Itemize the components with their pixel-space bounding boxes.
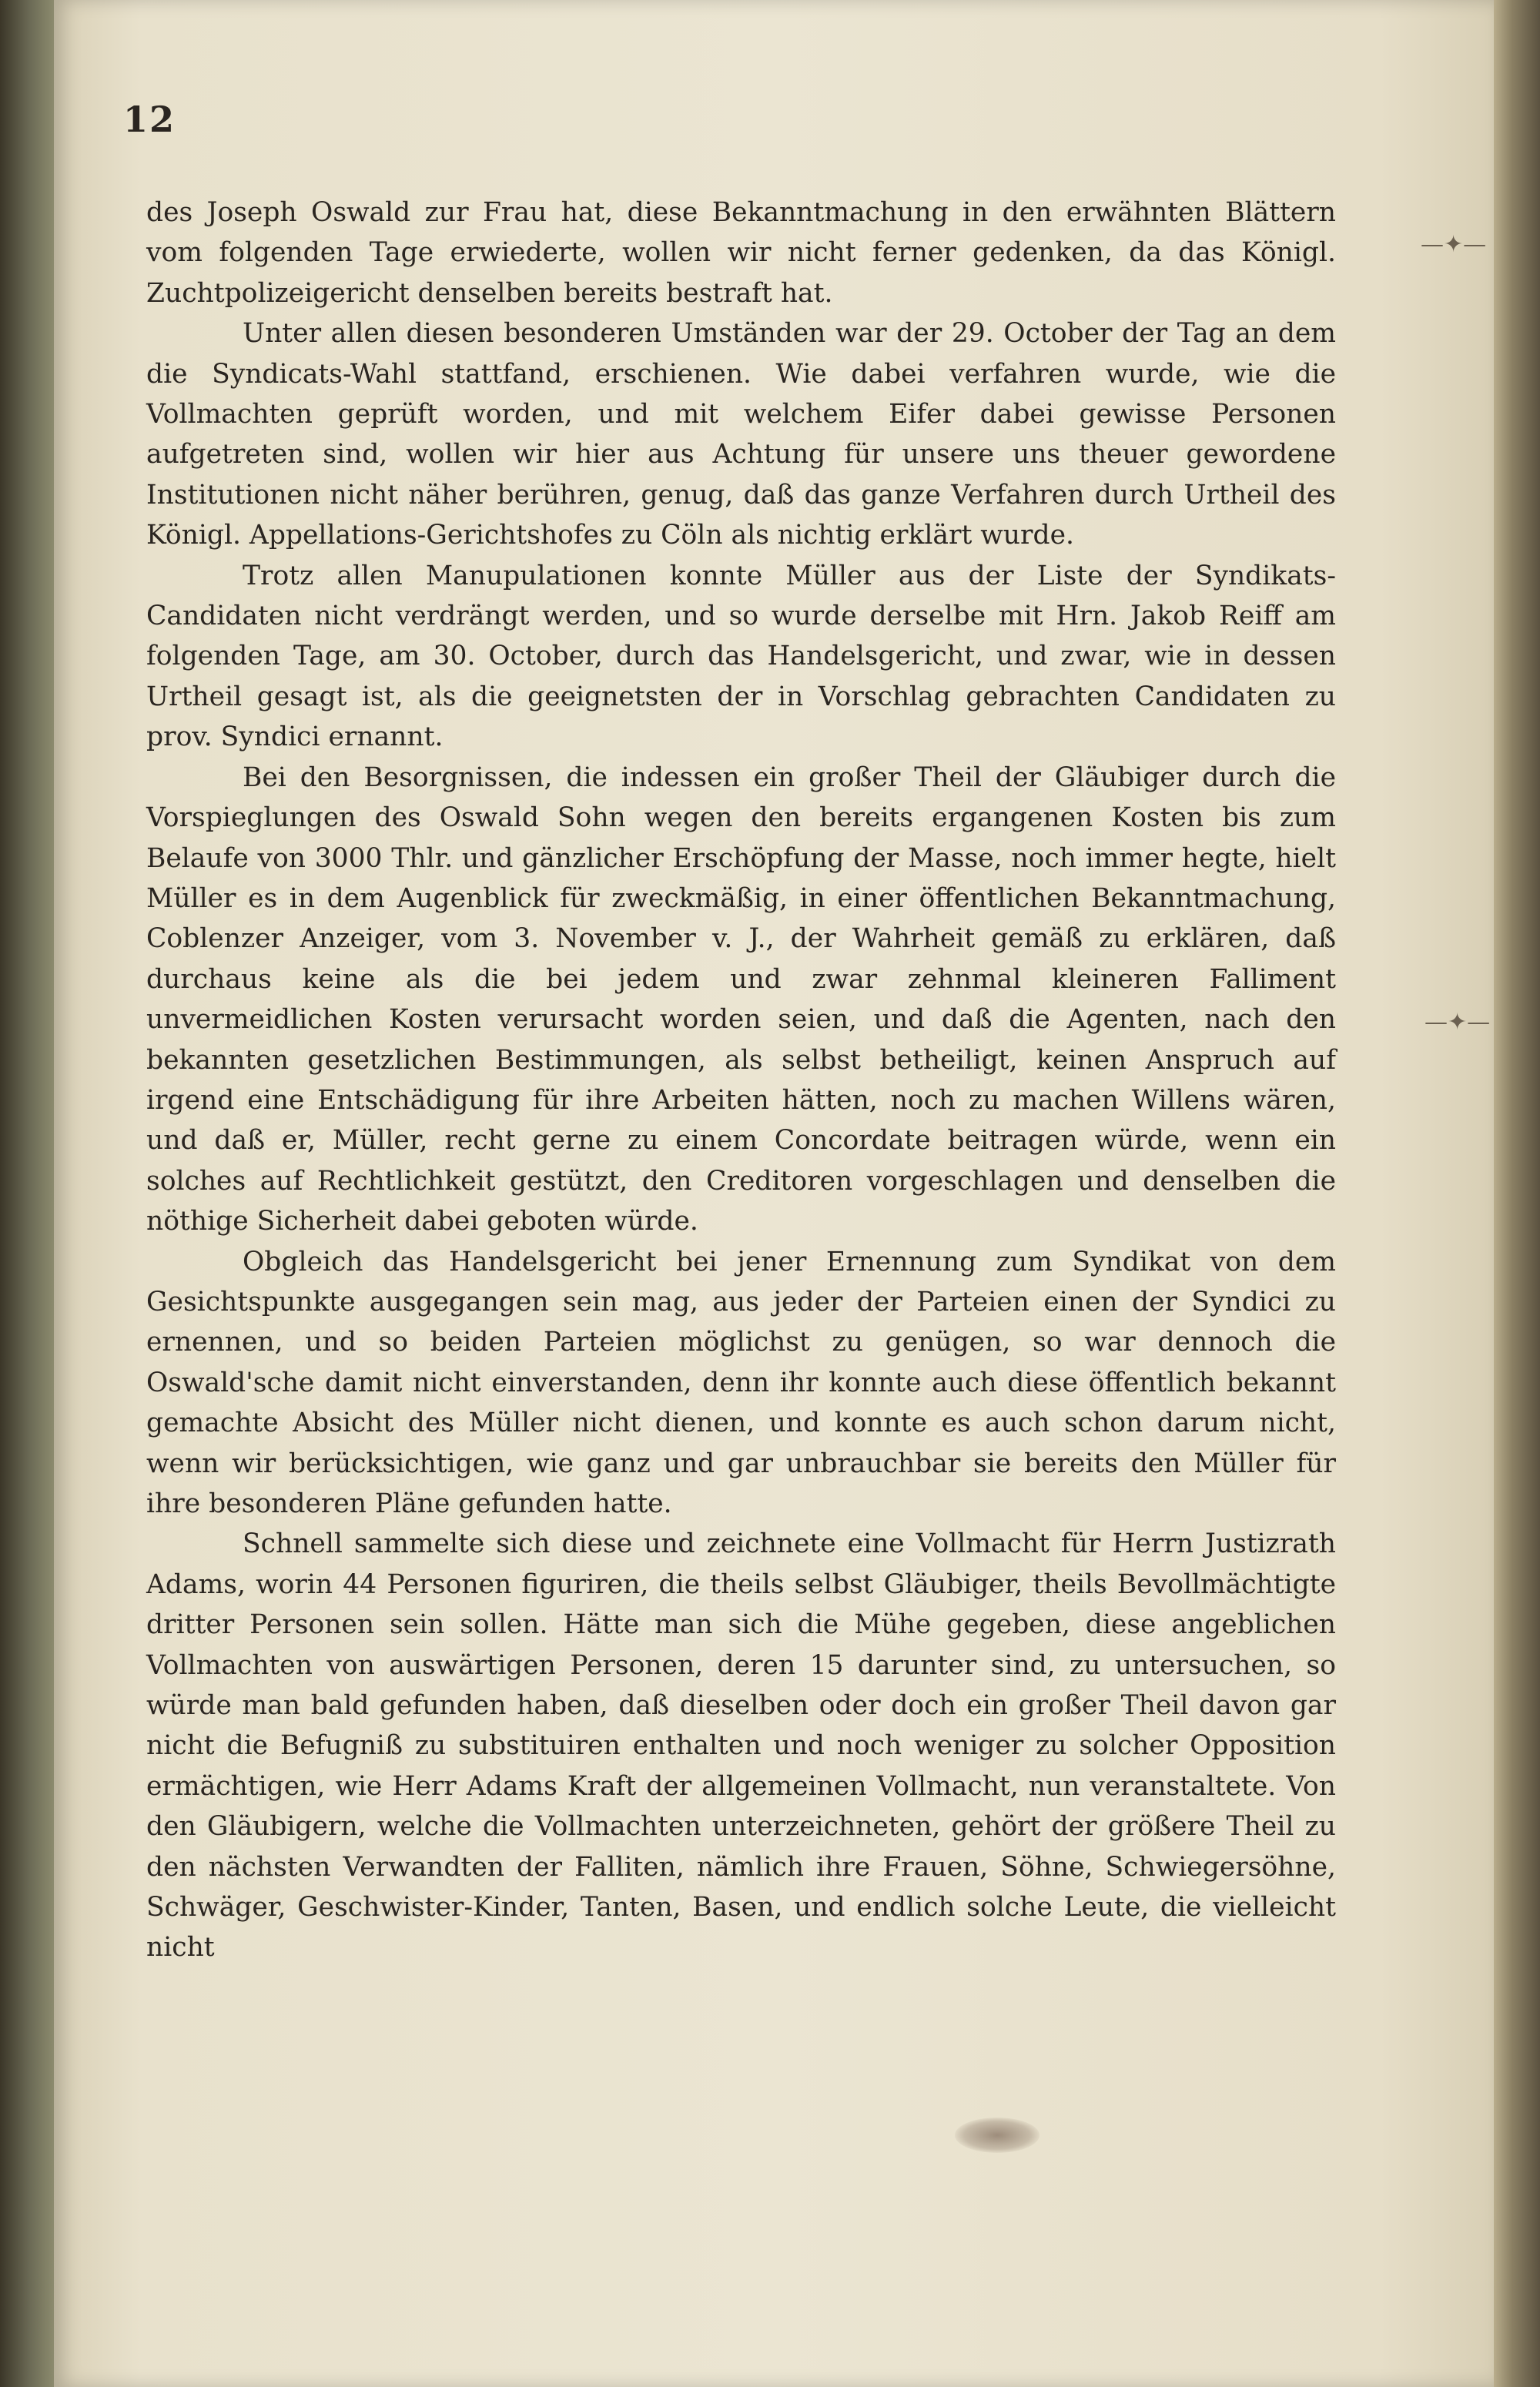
paragraph: Bei den Besorgnissen, die indessen ein großer Theil der Gläubiger durch die Vorspieglungen des Oswald Sohn wegen den bereits ergangenen Kosten bis zum Belaufe von 3000 Thlr. und gänzlicher Erschöpfung der Masse, noch immer hegte, hielt Müller es in dem Augenblick für zweckmäßig, in einer öffentlichen Bekanntmachung, Coblenzer Anzeiger, vom 3. November v. J., der Wahrheit gemäß zu erklären, daß durchaus keine als die bei jedem und zwar zehnmal kleineren Falliment unvermeidlichen Kosten verursacht worden seien, und daß die Agenten, nach den bekannten gesetzlichen Bestimmungen, als selbst betheiligt, keinen Anspruch auf irgend eine Entschädigung für ihre Arbeiten hätten, noch zu machen Willens wären, und daß er, Müller, recht gerne zu einem Concordate beitragen würde, wenn ein solches auf Rechtlichkeit gestützt, den Creditoren vorgeschlagen und denselben die nöthige Sicherheit dabei geboten würde. [146,762,1336,1237]
paragraph: Unter allen diesen besonderen Umständen war der 29. October der Tag an dem die Syndicats-Wahl stattfand, erschienen. Wie dabei verfahren wurde, wie die Vollmachten geprüft worden, und mit welchem Eifer dabei gewisse Personen aufgetreten sind, wollen wir hier aus Achtung für unsere uns theuer gewordene Institutionen nicht näher berühren, genug, daß das ganze Verfahren durch Urtheil des Königl. Appellations-Gerichtshofes zu Cöln als nichtig erklärt wurde. [146,318,1336,551]
paragraph: des Joseph Oswald zur Frau hat, diese Bekanntmachung in den erwähnten Blättern vom folgenden Tage erwiederte, wollen wir nicht ferner gedenken, da das Königl. Zuchtpolizeigericht denselben bereits bestraft hat. [146,197,1336,309]
margin-mark-icon: —✦— [1421,231,1487,258]
ink-stain [955,2118,1040,2153]
paragraph: Schnell sammelte sich diese und zeichnete eine Vollmacht für Herrn Justizrath Adams, worin 44 Personen figuriren, die theils selbst Gläubiger, theils Bevollmächtigte dritter Personen sein sollen. Hätte man sich die Mühe gegeben, diese angeblichen Vollmachten von auswärtigen Personen, deren 15 darunter sind, zu untersuchen, so würde man bald gefunden haben, daß dieselben oder doch ein großer Theil davon gar nicht die Befugniß zu substituiren enthalten und noch weniger zu solcher Opposition ermächtigen, wie Herr Adams Kraft der allgemeinen Vollmacht, nun veranstaltete. Von den Gläubigern, welche die Vollmachten unterzeichneten, gehört der größere Theil zu den nächsten Verwandten der Falliten, nämlich ihre Frauen, Söhne, Schwiegersöhne, Schwäger, Geschwister-Kinder, Tanten, Basen, und endlich solche Leute, die vielleicht nicht [146,1528,1336,1964]
page-edge [1494,0,1540,2387]
paragraph: Obgleich das Handelsgericht bei jener Ernennung zum Syndikat von dem Gesichtspunkte ausgegangen sein mag, aus jeder der Parteien einen der Syndici zu ernennen, und so beiden Parteien möglichst zu genügen, so war dennoch die Oswald'sche damit nicht einverstanden, denn ihr konnte auch diese öffentlich bekannt gemachte Absicht des Müller nicht dienen, und konnte es auch schon darum nicht, wenn wir berücksichtigen, wie ganz und gar unbrauchbar sie bereits den Müller für ihre besonderen Pläne gefunden hatte. [146,1246,1336,1519]
paragraph: Trotz allen Manupulationen konnte Müller aus der Liste der Syndikats-Candidaten nicht verdrängt werden, und so wurde derselbe mit Hrn. Jakob Reiff am folgenden Tage, am 30. October, durch das Handelsgericht, und zwar, wie in dessen Urtheil gesagt ist, als die geeignetsten der in Vorschlag gebrachten Candidaten zu prov. Syndici ernannt. [146,560,1336,753]
page-number: 12 [123,99,176,140]
page-text [146,192,1336,1968]
book-binding [0,0,54,2387]
margin-mark-icon: —✦— [1424,1009,1491,1036]
